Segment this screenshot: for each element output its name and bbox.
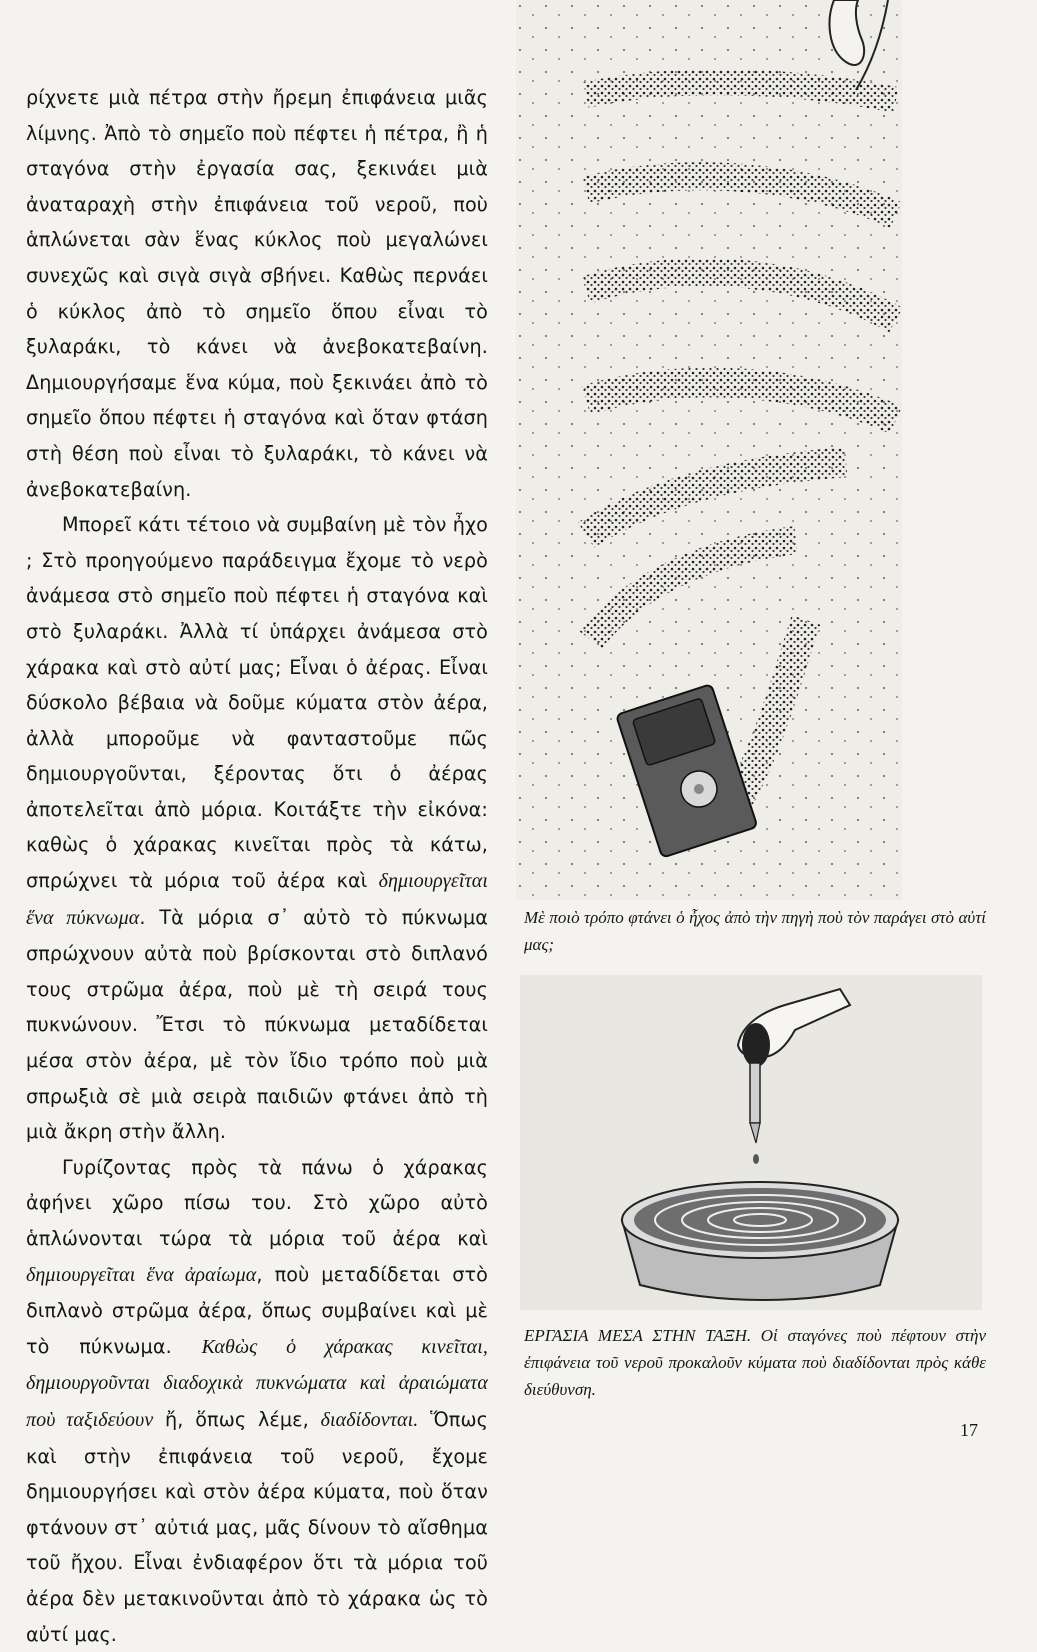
dish-icon [622, 1182, 898, 1300]
caption-sound-figure: Μὲ ποιὸ τρόπο φτάνει ὁ ἦχος ἀπὸ τὴν πηγὴ ποὺ τὸν παράγει στὸ αὐτί μας; [524, 908, 986, 954]
paragraph-2-text: Μπορεῖ κάτι τέτοιο νὰ συμβαίνη μὲ τὸν ἦχο ; Στὸ προηγούμενο παράδειγμα ἔχομε τὸ νερὸ ἀνάμεσα στὸ σημεῖο ποὺ πέφτει ἡ σταγόνα καὶ στὸ ξυλαράκι. Ἀλλὰ τί ὑπάρχει ἀνάμεσα στὸ χάρακα καὶ στὸ αὐτί μας; Εἶναι ὁ ἀέρας. Εἶναι δύσκολο βέβαια νὰ δοῦμε κύματα στὸν ἀέρα, ἀλλὰ μποροῦμε νὰ φανταστοῦμε πῶς δημιουργοῦνται, ξέροντας ὅτι ὁ ἀέρας ἀποτελεῖται ἀπὸ μόρια. Κοιτάξτε τὴν εἰκόνα: καθὼς ὁ χάρακας κινεῖται πρὸς τὰ κάτω, σπρώχνει τὰ μόρια τοῦ ἀέρα καὶ [26, 513, 488, 893]
paragraph-3-b: , ποὺ μεταδίδεται στὸ διπλανὸ στρῶμα ἀέρα, ὅπως συμβαίνει καὶ μὲ τὸ πύκνωμα. [26, 1262, 488, 1358]
paragraph-3 [26, 1150, 488, 1652]
paragraph-1: ρίχνετε μιὰ πέτρα στὴν ἤρεμη ἐπιφάνεια μιᾶς λίμνης. Ἀπὸ τὸ σημεῖο ποὺ πέφτει ἡ πέτρα, ἢ ἡ σταγόνα στὴν ἐργασία σας, ξεκινάει μιὰ ἀναταραχὴ στὴν ἐπιφάνεια τοῦ νεροῦ, ποὺ ἁπλώνεται σὰν ἕνας κύκλος ποὺ μεγαλώνει συνεχῶς καὶ σιγὰ σιγὰ σβήνει. Καθὼς περνάει ὁ κύκλος ἀπὸ τὸ σημεῖο ὅπου εἶναι τὸ ξυλαράκι, τὸ κάνει νὰ ἀνεβοκατεβαίνη. Δημιουργήσαμε ἕνα κύμα, ποὺ ξεκινάει ἀπὸ τὸ σημεῖο ὅπου πέφτει ἡ σταγόνα καὶ ὅταν φτάση στὴ θέση ποὺ εἶναι τὸ ξυλαράκι, τὸ κάνει νὰ ἀνεβοκατεβαίνη. [26, 86, 488, 501]
paragraph-2-end: . Τὰ μόρια σ᾿ αὐτὸ τὸ πύκνωμα σπρώχνουν αὐτὰ ποὺ βρίσκονται στὸ διπλανό τους στρῶμα ἀέρα, ποὺ μὲ τὴ σειρά τους πυκνώνουν. Ἔτσι τὸ πύκνωμα μεταδίδεται μέσα στὸν ἀέρα, μὲ τὸν ἴδιο τρόπο ποὺ μιὰ σπρωξιὰ σὲ μιὰ σειρὰ παιδιῶν φτάνει ἀπὸ τὴ μιὰ ἄκρη στὴν ἄλλη. [26, 905, 488, 1144]
sound-wave-illustration [516, 0, 902, 900]
paragraph-3-italic-2: Καθὼς ὁ χάρακας κινεῖται, δημιουργοῦνται διαδοχικὰ πυκνώματα καὶ ἀραιώματα ποὺ ταξιδεύουν [26, 1335, 488, 1431]
water-drop-illustration [520, 975, 982, 1310]
paragraph-2-italic: δημιουργεῖται ἕνα πύκνωμα [26, 870, 488, 929]
water-drop-icon [753, 1154, 759, 1164]
paragraph-3-a: Γυρίζοντας πρὸς τὰ πάνω ὁ χάρακας ἀφήνει χῶρο πίσω του. Στὸ χῶρο αὐτὸ ἁπλώνονται τώρα τὰ μόρια τοῦ ἀέρα καὶ [26, 1155, 488, 1250]
page-number: 17 [960, 1420, 978, 1440]
paragraph-3-italic-1: δημιουργεῖται ἕνα ἀραίωμα [26, 1263, 257, 1286]
dropper-icon [742, 1023, 770, 1143]
caption-water-figure: ΕΡΓΑΣΙΑ ΜΕΣΑ ΣΤΗΝ ΤΑΞΗ. Οἱ σταγόνες ποὺ πέφτουν στὴν ἐπιφάνεια τοῦ νεροῦ προκαλοῦν κύματα ποὺ διαδίδονται πρὸς κάθε διεύθυνση. [524, 1326, 986, 1399]
water-drop-figure [520, 975, 982, 1310]
body-text-column [26, 80, 488, 1652]
paragraph-3-d: Ὅπως καὶ στὴν ἐπιφάνεια τοῦ νεροῦ, ἔχομε δημιουργήσει καὶ στὸν ἀέρα κύματα, ποὺ ὅταν φτάνουν στ᾿ αὐτιά μας, μᾶς δίνουν τὸ αἴσθημα τοῦ ἤχου. Εἶναι ἐνδιαφέρον ὅτι τὰ μόρια τοῦ ἀέρα δὲν μετακινοῦνται ἀπὸ τὸ χάρακα ὡς τὸ αὐτί μας. [26, 1407, 488, 1646]
paragraph-2 [26, 507, 488, 1150]
sound-wave-figure [516, 0, 902, 900]
paragraph-3-italic-3: διαδίδονται. [320, 1408, 419, 1431]
paragraph-3-c: ἤ, ὅπως λέμε, [165, 1407, 309, 1431]
